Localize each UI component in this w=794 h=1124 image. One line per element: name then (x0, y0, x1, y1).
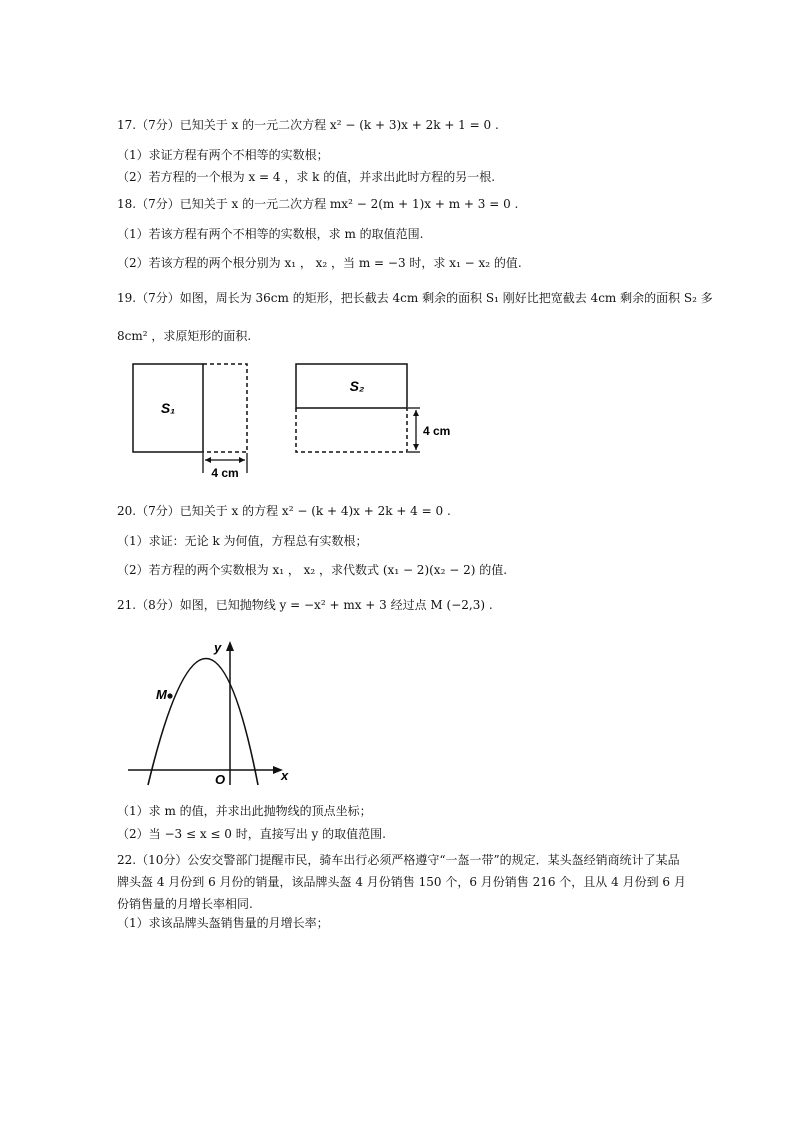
q19-stem-b: 8cm² ，求原矩形的面积. (117, 329, 252, 343)
q18-stem: 18.（7分）已知关于 x 的一元二次方程 mx² − 2(m + 1)x + m + 3 = 0 . (117, 197, 519, 211)
dim-left-label: 4 cm (211, 466, 239, 480)
parabola-curve (148, 659, 258, 786)
q17-part1: （1）求证方程有两个不相等的实数根； (117, 148, 329, 162)
s1-cut-strip (203, 364, 247, 452)
s2-cut-strip (296, 408, 407, 452)
point-m-label: M (156, 687, 167, 702)
q18-part2: （2）若该方程的两个根分别为 x₁ ， x₂ ，当 m = −3 时，求 x₁ − x₂ 的值. (117, 256, 522, 270)
q19-rectangles-figure (120, 355, 480, 485)
q22-stem: 22.（10分）公安交警部门提醒市民，骑车出行必须严格遵守“一盔一带”的规定．某头盔经销商统计了某品牌头盔 4 月份到 6 月份的销量，该品牌头盔 4 月份销售 150 个，6 月份销售 216 个，且从 4 月份到 6 月份销售量的月增长率相同. (117, 853, 686, 911)
origin-label: O (215, 772, 226, 787)
q20-part2: （2）若方程的两个实数根为 x₁ ， x₂ ，求代数式 (x₁ − 2)(x₂ − 2) 的值. (117, 563, 508, 577)
s2-label: S₂ (349, 378, 365, 394)
q17-part2: （2）若方程的一个根为 x = 4 ，求 k 的值，并求出此时方程的另一根. (117, 170, 496, 184)
q22-part1: （1）求该品牌头盔销售量的月增长率； (117, 916, 329, 930)
q18-part1: （1）若该方程有两个不相等的实数根，求 m 的取值范围. (117, 227, 424, 241)
q21-parabola-figure (120, 635, 300, 790)
q21-stem: 21.（8分）如图，已知抛物线 y = −x² + mx + 3 经过点 M (−2,3) . (117, 598, 493, 612)
point-m (167, 693, 172, 698)
x-axis-label: x (281, 768, 289, 783)
q17-stem: 17.（7分）已知关于 x 的一元二次方程 x² − (k + 3)x + 2k + 1 = 0 . (117, 118, 499, 132)
q20-part1: （1）求证：无论 k 为何值，方程总有实数根； (117, 534, 368, 548)
q20-stem: 20.（7分）已知关于 x 的方程 x² − (k + 4)x + 2k + 4 = 0 . (117, 504, 451, 518)
dim-right-label: 4 cm (423, 424, 451, 438)
y-axis-label: y (214, 640, 222, 655)
q21-part2: （2）当 −3 ≤ x ≤ 0 时，直接写出 y 的取值范围. (117, 827, 386, 841)
s1-label: S₁ (160, 400, 176, 416)
q19-stem-a: 19.（7分）如图，周长为 36cm 的矩形，把长截去 4cm 剩余的面积 S₁ 刚好比把宽截去 4cm 剩余的面积 S₂ 多 (117, 291, 713, 305)
q21-part1: （1）求 m 的值，并求出此抛物线的顶点坐标； (117, 804, 372, 818)
